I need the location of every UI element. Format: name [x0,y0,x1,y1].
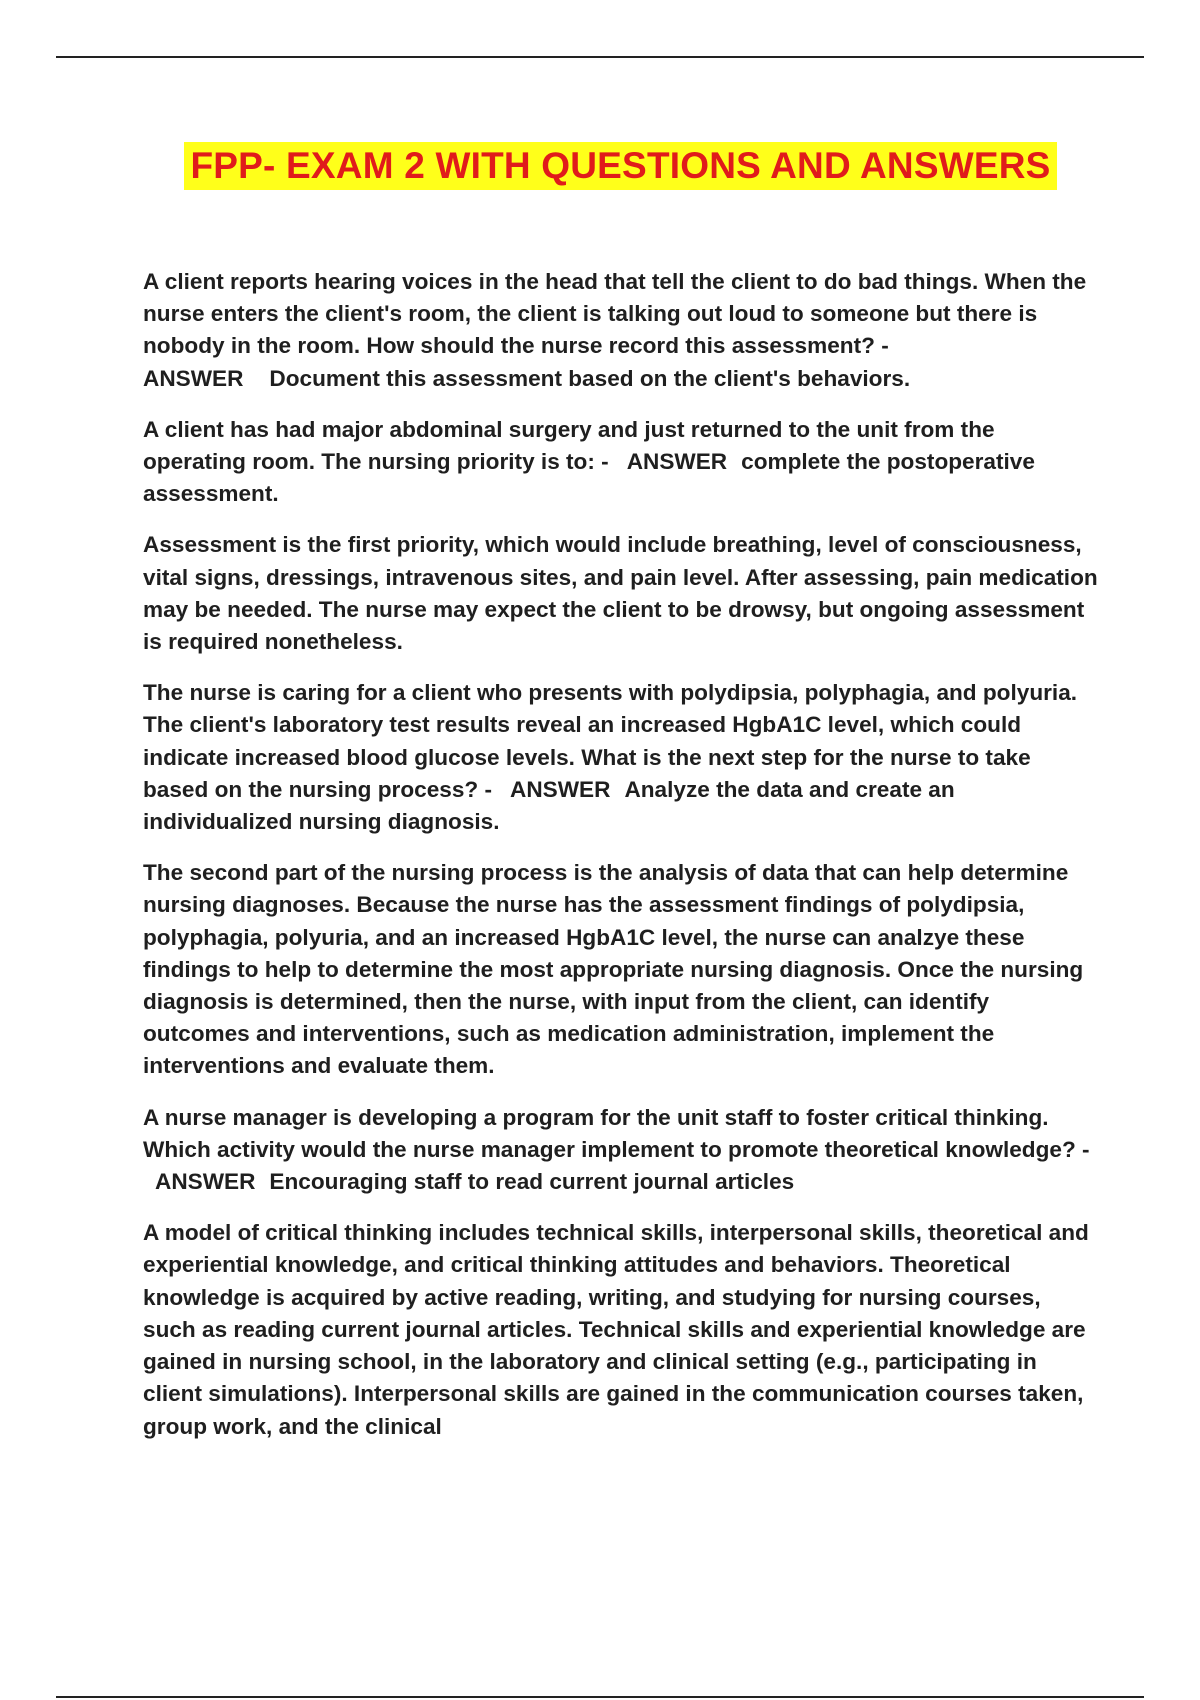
qa-item-1 [143,266,1098,395]
question-text: A nurse manager is developing a program for the unit staff to foster critical thinking. Which activity would the nurse manager implement to promote theoretical knowledge? [143,1104,1076,1162]
question-text: A client has had major abdominal surgery and just returned to the unit from the operating room. The nursing priority is to: [143,416,995,475]
page-top-rule [56,56,1144,58]
document-title: FPP- EXAM 2 WITH QUESTIONS AND ANSWERS [184,142,1056,190]
qa-item-2 [143,414,1098,511]
explanation-paragraph-2: The second part of the nursing process is the analysis of data that can help determine nursing diagnoses. Because the nurse has the assessment findings of polydipsia, polyphagia, polyuria, and an increased HgbA1C level, the nurse can analzye these findings to help to determine the most appropriate nursing diagnosis. Once the nursing diagnosis is determined, then the nurse, with input from the client, can identify outcomes and interventions, such as medication administration, implement the interventions and evaluate them. [143,860,1084,1079]
page-bottom-rule [56,1696,1144,1698]
answer-label: ANSWER [626,449,728,475]
qa-item-3 [143,677,1098,838]
qa-item-4 [143,1102,1098,1199]
answer-text: Encouraging staff to read current journal articles [269,1169,795,1195]
explanation-paragraph-1: Assessment is the first priority, which would include breathing, level of consciousness, vital signs, dressings, intravenous sites, and pain level. After assessing, pain medication may be needed. The nurse may expect the client to be drowsy, but ongoing assessment is required nonetheless. [143,532,1098,655]
question-text: The nurse is caring for a client who presents with polydipsia, polyphagia, and polyuria. The client's laboratory test results reveal an increased HgbA1C level, which could indicate increased blood glucose levels. What is the next step for the nurse to take based on the nursing process? [143,680,1078,802]
separator-dash: - [881,333,889,359]
explanation-paragraph-3: A model of critical thinking includes technical skills, interpersonal skills, theoretical and experiential knowledge, and critical thinking attitudes and behaviors. Theoretical knowledge is acquired by active reading, writing, and studying for nursing courses, such as reading current journal articles. Technical skills and experiential knowledge are gained in nursing school, in the laboratory and clinical setting (e.g., participating in client simulations). Interpersonal skills are gained in the communication courses taken, group work, and the clinical [143,1220,1089,1439]
answer-label: ANSWER [510,776,611,802]
separator-dash: - [484,776,493,802]
question-text: A client reports hearing voices in the head that tell the client to do bad things. When the nurse enters the client's room, the client is talking out loud to someone but there is nobody in the room. How should the nurse record this assessment? [143,269,1087,359]
separator-dash: - [601,449,609,475]
answer-text: complete the postoperative assessment. [143,449,1035,507]
separator-dash: - [1082,1136,1090,1162]
document-body [143,266,1098,1462]
title-container [150,142,1091,190]
answer-label: ANSWER [143,365,244,391]
answer-text: Analyze the data and create an individualized nursing diagnosis. [143,776,955,835]
answer-label: ANSWER [155,1169,256,1195]
answer-text: Document this assessment based on the client's behaviors. [269,365,911,391]
